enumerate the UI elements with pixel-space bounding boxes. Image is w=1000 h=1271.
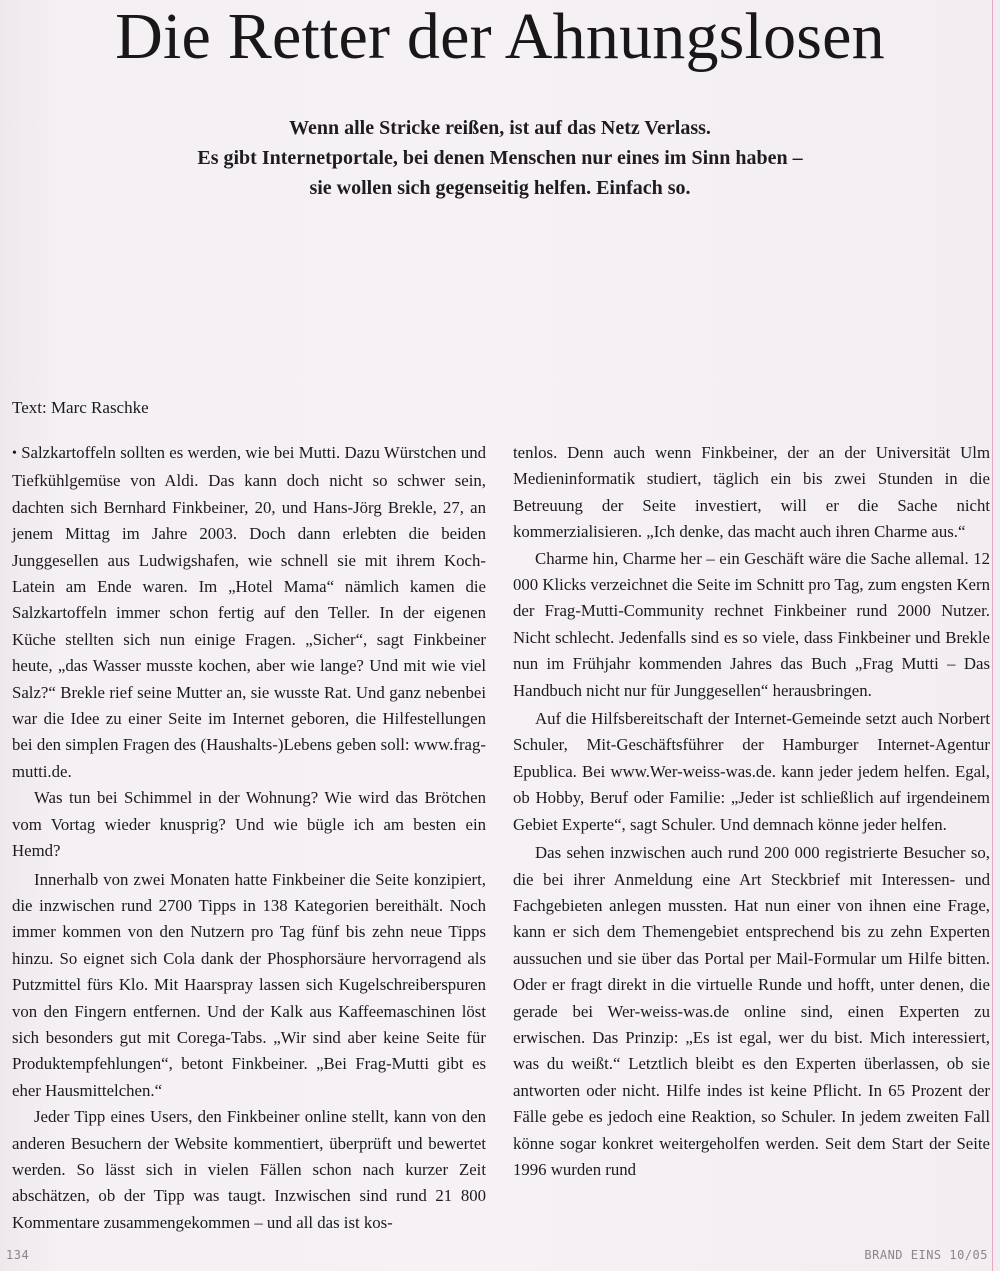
paragraph: Was tun bei Schimmel in der Wohnung? Wie wird das Brötchen vom Vortag wieder knusprig? Und wie bügle ich am besten ein Hemd? xyxy=(12,788,486,861)
lead-line-2: Es gibt Internetportale, bei denen Menschen nur eines im Sinn haben – xyxy=(197,147,803,169)
author-credit: Text: Marc Raschke xyxy=(12,398,149,417)
lead-line-3: sie wollen sich gegenseitig helfen. Einfach so. xyxy=(309,177,691,199)
right-column xyxy=(513,440,990,1183)
page-number: 134 xyxy=(6,1248,30,1262)
paragraph: tenlos. Denn auch wenn Finkbeiner, der an der Universität Ulm Medieninformatik studiert, täglich ein bis zwei Stunden in die Betreuung der Seite investiert, will er die Sache nicht kommerzialisieren. „Ich denke, das macht auch ihren Charme aus.“ xyxy=(513,443,990,542)
paragraph-text: Salzkartoffeln sollten es werden, wie bei Mutti. Dazu Würstchen und Tiefkühlgemüse von Aldi. Das kann doch nicht so schwer sein, dachten sich Bernhard Finkbeiner, 20, und Hans-Jörg Brekle, 27, an jenem Mittag im Jahre 2003. Doch dann erlebten die beiden Junggesellen aus Ludwigshafen, wie schnell sie mit ihrem Koch-Latein am Ende waren. Im „Hotel Mama“ nämlich kamen die Salzkartoffeln immer schon fertig auf den Teller. In der eigenen Küche stellten sich nun einige Fragen. „Sicher“, sagt Finkbeiner heute, „das Wasser musste kochen, aber wie lange? Und mit wie viel Salz?“ Brekle rief seine Mutter an, sie wusste Rat. Und ganz nebenbei war die Idee zu einer Seite im Internet geboren, die Hilfestellungen bei den simplen Fragen des (Haushalts-)Lebens geben soll: www.frag-mutti.de. xyxy=(12,443,487,781)
paragraph: Das sehen inzwischen auch rund 200 000 registrierte Besucher so, die bei ihrer Anmeldung eine Art Steckbrief mit Interessen- und Fachgebieten anlegen mussten. Hat nun einer von ihnen eine Frage, kann er sich dem Themengebiet entsprechend bis zu zehn Experten aussuchen und sie über das Portal per Mail-Formular um Hilfe bitten. Oder er fragt direkt in die virtuelle Runde und hofft, unter denen, die gerade bei Wer-weiss-was.de online sind, einen Experten zu erwischen. Das Prinzip: „Es ist egal, wer du bist. Mich interessiert, was du weißt.“ Letztlich bleibt es den Experten überlassen, ob sie antworten oder nicht. Hilfe indes ist keine Pflicht. In 65 Prozent der Fälle gebe es jedoch eine Reaktion, so Schuler. In jedem zweiten Fall könne sogar konkret weitergeholfen werden. Seit dem Start der Seite 1996 wurden rund xyxy=(513,843,990,1179)
headline: Die Retter der Ahnungslosen xyxy=(115,0,885,73)
paragraph: Jeder Tipp eines Users, den Finkbeiner online stellt, kann von den anderen Besuchern der Website kommentiert, überprüft und bewertet werden. So lässt sich in vielen Fällen schon nach kurzer Zeit abschätzen, ob der Tipp was taugt. Inzwischen sind rund 21 800 Kommentare zusammengekommen – und all das ist kos- xyxy=(12,1107,486,1232)
paragraph: Innerhalb von zwei Monaten hatte Finkbeiner die Seite konzipiert, die inzwischen rund 2700 Tipps in 138 Kategorien bereithält. Noch immer kommen von den Nutzern pro Tag fünf bis zehn neue Tipps hinzu. So eignet sich Cola dank der Phosphorsäure hervorragend als Putzmittel fürs Klo. Mit Haarspray lassen sich Kugelschreiberspuren von den Fingern entfernen. Und der Kalk aus Kaffeemaschinen löst sich besonders gut mit Corega-Tabs. „Wir sind aber keine Seite für Produktempfehlungen“, betont Finkbeiner. „Bei Frag-Mutti gibt es eher Hausmittelchen.“ xyxy=(12,869,486,1100)
magazine-issue: BRAND EINS 10/05 xyxy=(864,1248,988,1262)
lead-line-1: Wenn alle Stricke reißen, ist auf das Netz Verlass. xyxy=(289,117,711,139)
paragraph xyxy=(12,440,486,785)
paragraph: Auf die Hilfsbereitschaft der Internet-Gemeinde setzt auch Norbert Schuler, Mit-Geschäftsführer der Hamburger Internet-Agentur Epublica. Bei www.Wer-weiss-was.de. kann jeder jedem helfen. Egal, ob Hobby, Beruf oder Familie: „Jeder ist schließlich auf irgendeinem Gebiet Experte“, sagt Schuler. Und demnach könne jeder helfen. xyxy=(513,709,990,834)
lead-text xyxy=(0,113,1000,203)
bullet-marker: • xyxy=(12,446,17,461)
paragraph: Charme hin, Charme her – ein Geschäft wäre die Sache allemal. 12 000 Klicks verzeichnet die Seite im Schnitt pro Tag, zum engsten Kern der Frag-Mutti-Community rechnet Finkbeiner rund 2000 Nutzer. Nicht schlecht. Jedenfalls sind es so viele, dass Finkbeiner und Brekle nun im Frühjahr kommenden Jahres das Buch „Frag Mutti – Das Handbuch nicht nur für Junggesellen“ herausbringen. xyxy=(513,548,990,700)
left-column xyxy=(12,440,486,1236)
